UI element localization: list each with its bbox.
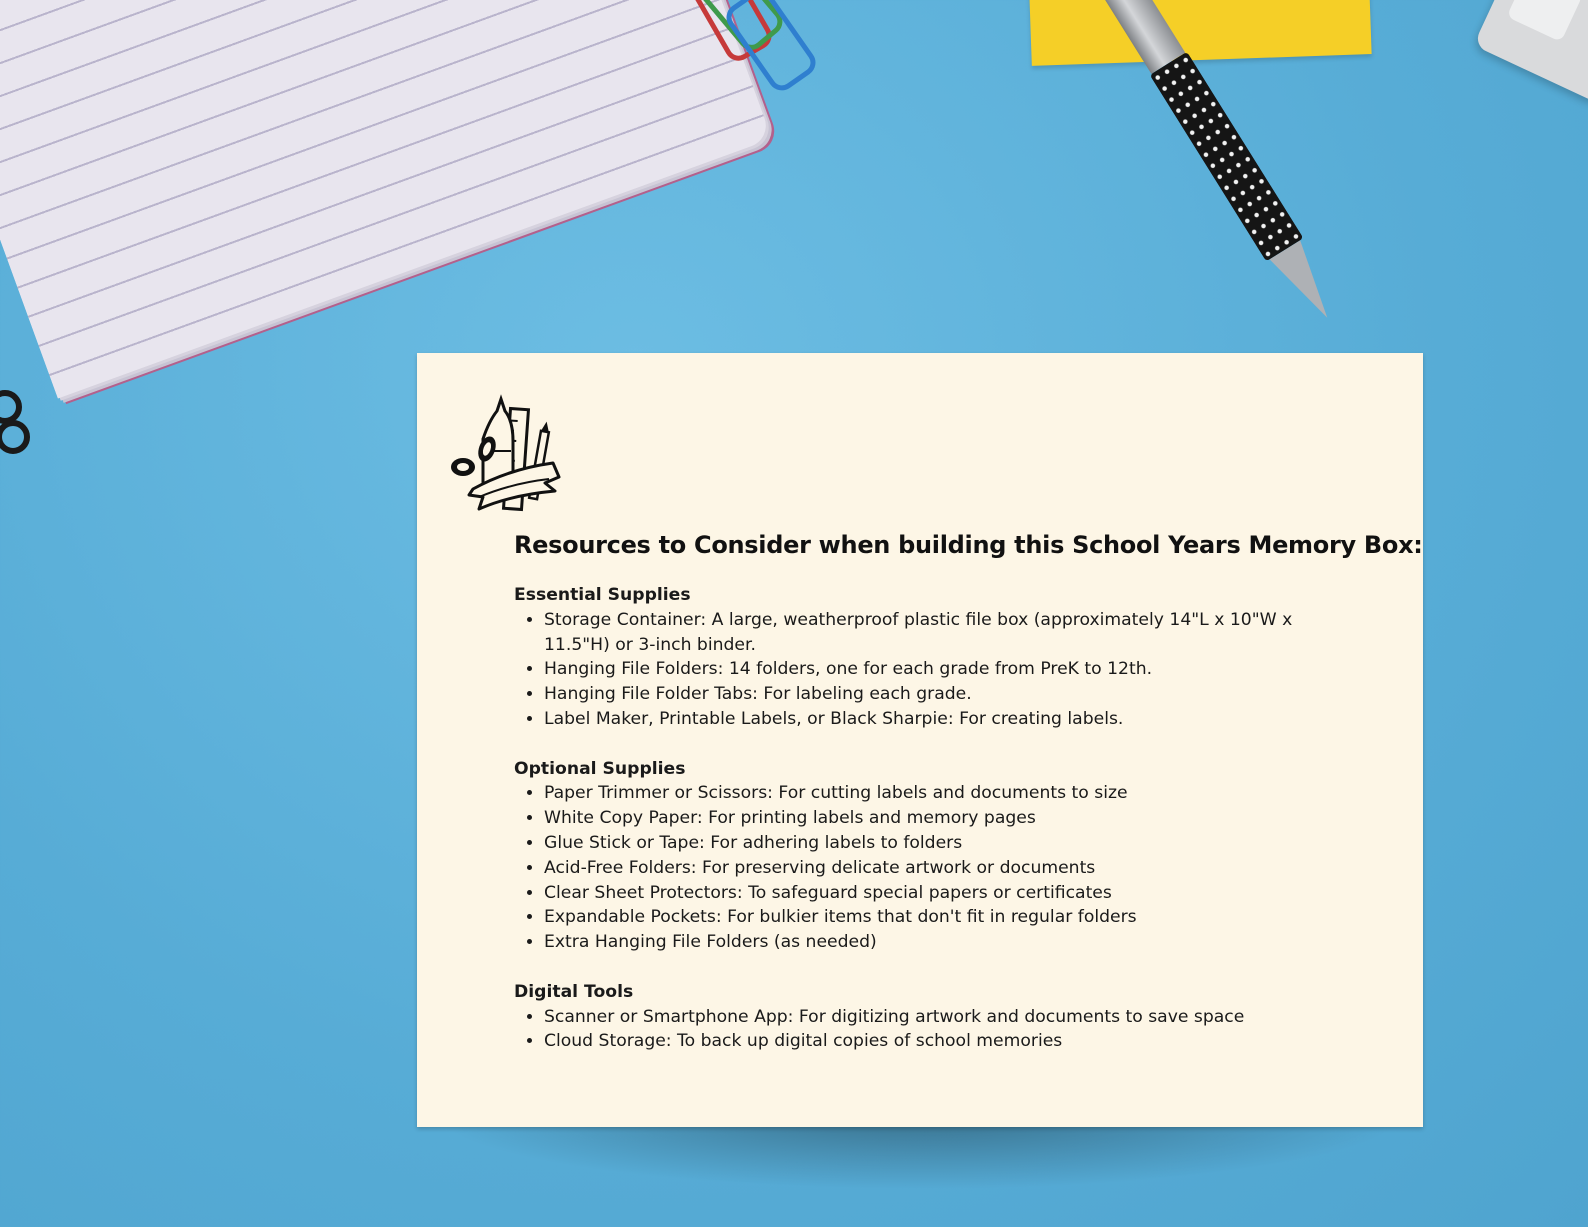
notebook-lined-page — [0, 0, 772, 399]
fn-key — [1507, 0, 1583, 42]
list-item: • Paper Trimmer or Scissors: For cutting labels and documents to size — [544, 781, 1354, 806]
list-item: • Glue Stick or Tape: For adhering labels to folders — [544, 831, 1354, 856]
list-item: • Scanner or Smartphone App: For digitizing artwork and documents to save space — [544, 1005, 1354, 1030]
list-item: • Acid-Free Folders: For preserving delicate artwork or documents — [544, 856, 1354, 881]
notebook-ring — [0, 390, 22, 424]
resource-list — [514, 583, 1354, 1079]
list-item: • Label Maker, Printable Labels, or Black Sharpie: For creating labels. — [544, 707, 1354, 732]
spiral-notebook — [0, 0, 772, 399]
section-heading: Essential Supplies — [514, 585, 691, 605]
section-essential-supplies — [514, 583, 1354, 732]
notebook-ring — [0, 420, 30, 454]
card-title: Resources to Consider when building this School Years Memory Box: — [514, 531, 1423, 559]
school-supplies-icon — [449, 391, 564, 516]
pen-grip — [1150, 52, 1304, 262]
list-item: • Expandable Pockets: For bulkier items that don't fit in regular folders — [544, 905, 1354, 930]
supply-list — [514, 781, 1354, 955]
resource-card — [417, 353, 1423, 1127]
section-optional-supplies — [514, 757, 1354, 955]
list-item: • Cloud Storage: To back up digital copies of school memories — [544, 1029, 1354, 1054]
section-heading: Optional Supplies — [514, 758, 686, 779]
list-item: • Storage Container: A large, weatherproof plastic file box (approximately 14"L x 10"W x 11.5"H) or 3-inch binder. — [544, 608, 1354, 658]
section-digital-tools — [514, 980, 1354, 1054]
list-item: • White Copy Paper: For printing labels and memory pages — [544, 806, 1354, 831]
list-item: • Hanging File Folder Tabs: For labeling each grade. — [544, 682, 1354, 707]
supply-list — [514, 608, 1354, 732]
list-item: • Hanging File Folders: 14 folders, one for each grade from PreK to 12th. — [544, 657, 1354, 682]
list-item: • Extra Hanging File Folders (as needed) — [544, 930, 1354, 955]
section-heading: Digital Tools — [514, 981, 634, 1002]
list-item: • Clear Sheet Protectors: To safeguard special papers or certificates — [544, 881, 1354, 906]
sticky-note — [1028, 0, 1371, 66]
pen-tip — [1270, 240, 1343, 327]
keyboard-corner — [1473, 0, 1588, 104]
supply-list — [514, 1005, 1354, 1055]
